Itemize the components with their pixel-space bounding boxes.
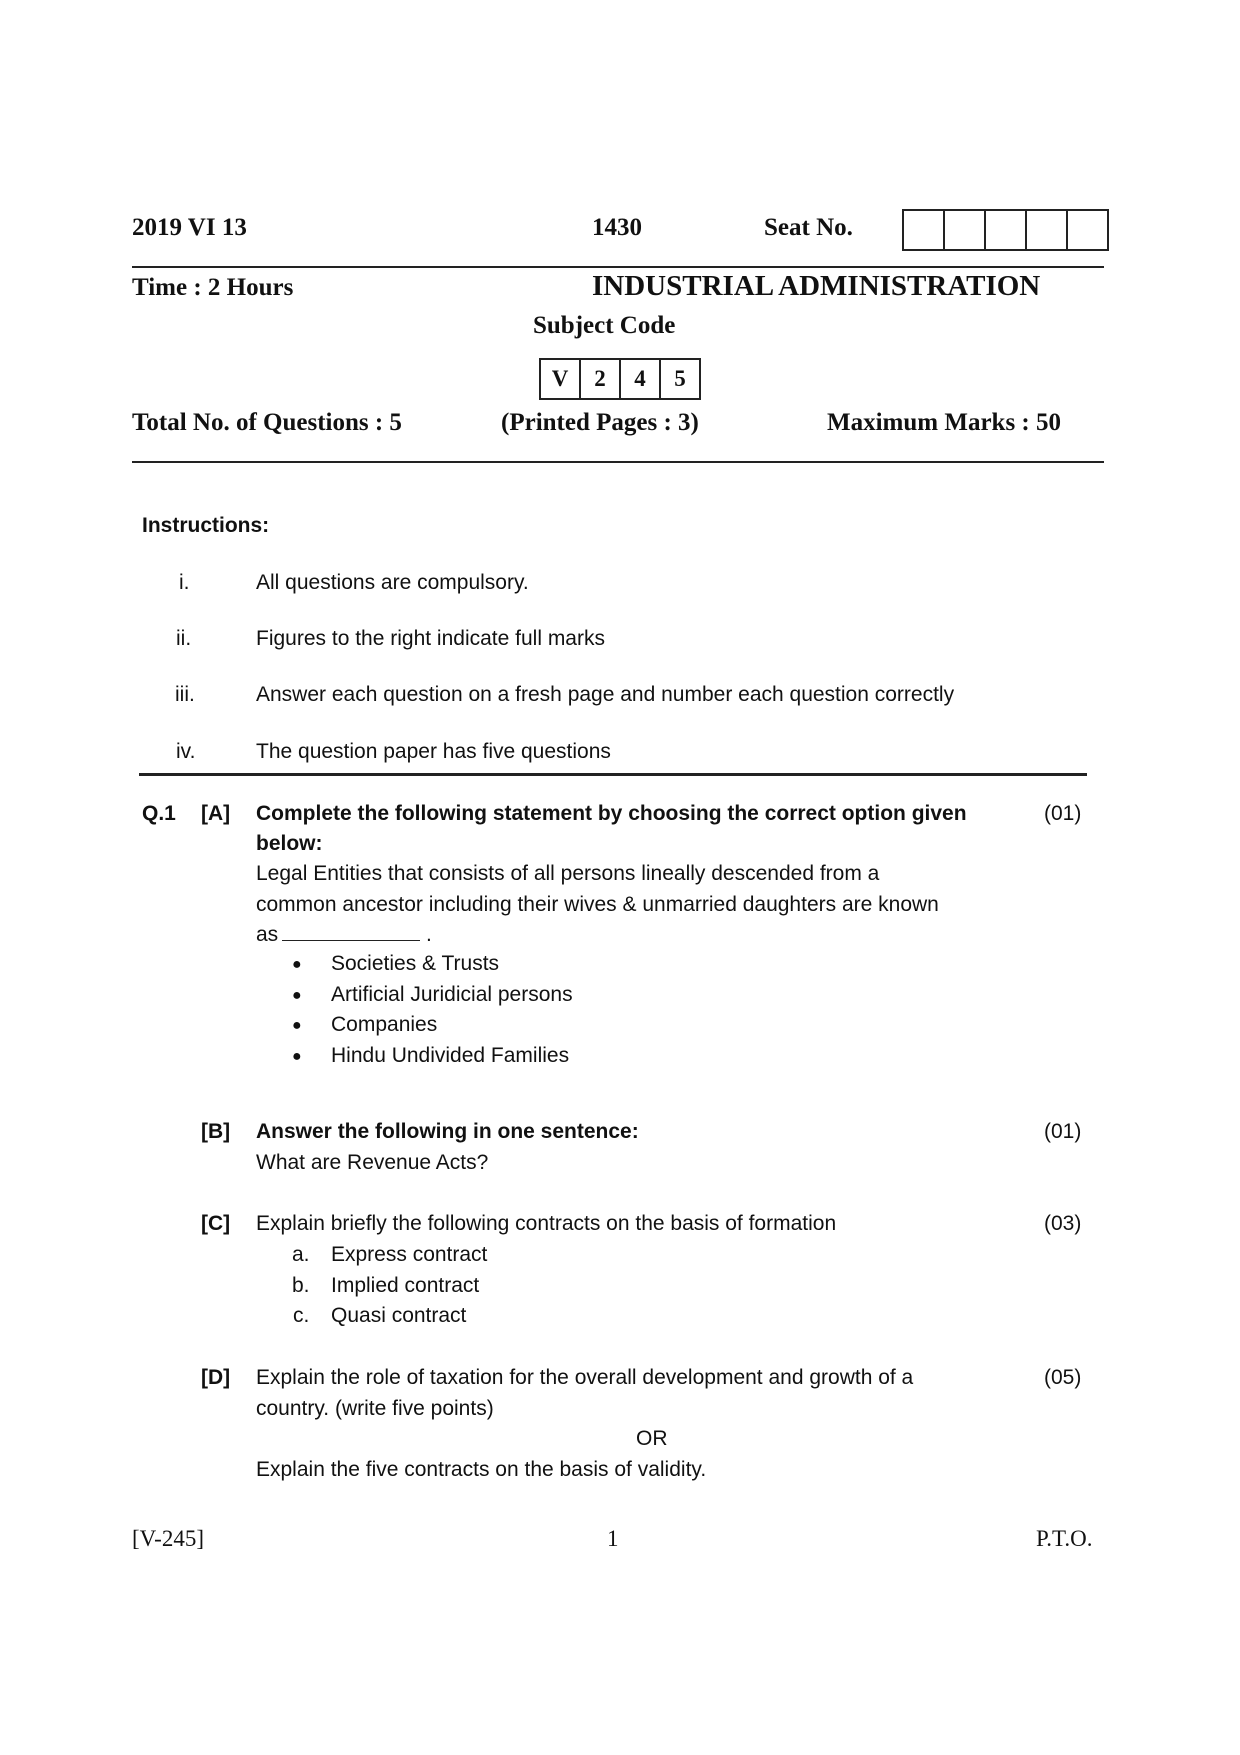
bullet-icon: ● [292, 956, 302, 973]
q1d-alternative: Explain the five contracts on the basis of validity. [256, 1458, 707, 1481]
item-text: Express contract [331, 1243, 488, 1266]
subject-code-char: 4 [621, 360, 661, 398]
printed-pages: (Printed Pages : 3) [501, 409, 699, 436]
subject-title: INDUSTRIAL ADMINISTRATION [592, 270, 1041, 302]
instruction-number: ii. [176, 627, 192, 650]
instruction-number: iv. [176, 740, 196, 763]
q1a-body-prefix: as [256, 923, 279, 946]
item-letter: b. [292, 1274, 310, 1297]
bullet-icon: ● [292, 1017, 302, 1034]
please-turn-over: P.T.O. [1036, 1526, 1093, 1551]
instruction-text: The question paper has five questions [256, 740, 611, 763]
seat-number-cell[interactable] [945, 211, 986, 249]
maximum-marks: Maximum Marks : 50 [827, 409, 1061, 436]
q1a-body-line3 [256, 923, 432, 947]
q1b-question: What are Revenue Acts? [256, 1151, 489, 1174]
paper-number: 1430 [592, 214, 642, 241]
item-letter: a. [292, 1243, 310, 1266]
instructions-title: Instructions: [142, 514, 270, 537]
q1a-body-suffix: . [426, 923, 432, 946]
subquestion-label: [D] [201, 1366, 231, 1389]
total-questions: Total No. of Questions : 5 [132, 409, 402, 436]
subject-code-char: 5 [674, 366, 686, 391]
item-text: Implied contract [331, 1274, 480, 1297]
paper-date-code: 2019 VI 13 [132, 214, 247, 241]
subquestion-label: [B] [201, 1120, 231, 1143]
page-number: 1 [607, 1526, 619, 1551]
question-number: Q.1 [142, 802, 176, 825]
item-text: Quasi contract [331, 1304, 467, 1327]
seat-number-cell[interactable] [1027, 211, 1068, 249]
bullet-icon: ● [292, 987, 302, 1004]
instructions-divider [139, 773, 1087, 776]
seat-number-label: Seat No. [764, 214, 853, 241]
q1d-line2: country. (write five points) [256, 1397, 494, 1420]
q1a-heading-line1: Complete the following statement by choosing the correct option given [256, 802, 967, 825]
q1a-body-line1: Legal Entities that consists of all persons lineally descended from a [256, 862, 880, 885]
subquestion-label: [A] [201, 802, 231, 825]
subject-code-label: Subject Code [533, 312, 676, 339]
subject-code-char: V [541, 360, 581, 398]
header-divider [132, 266, 1104, 268]
or-separator: OR [636, 1427, 668, 1450]
footer-paper-code: [V-245] [132, 1526, 204, 1551]
fill-in-blank [282, 924, 420, 941]
header-bottom-divider [132, 461, 1104, 463]
instruction-number: i. [179, 571, 190, 594]
option-text: Companies [331, 1013, 438, 1036]
instruction-text: Answer each question on a fresh page and number each question correctly [256, 683, 955, 706]
option-text: Hindu Undivided Families [331, 1044, 570, 1067]
q1c-heading: Explain briefly the following contracts on the basis of formation [256, 1212, 837, 1235]
q1a-marks: (01) [1044, 802, 1082, 825]
q1c-marks: (03) [1044, 1212, 1082, 1235]
seat-number-boxes[interactable] [902, 209, 1109, 251]
bullet-icon: ● [292, 1048, 302, 1065]
seat-number-cell[interactable] [986, 211, 1027, 249]
item-letter: c. [293, 1304, 310, 1327]
instruction-number: iii. [175, 683, 195, 706]
seat-number-cell[interactable] [1068, 211, 1107, 249]
time-allowed: Time : 2 Hours [132, 274, 294, 301]
q1d-marks: (05) [1044, 1366, 1082, 1389]
option-text: Societies & Trusts [331, 952, 500, 975]
seat-number-cell[interactable] [904, 211, 945, 249]
q1a-heading-line2: below: [256, 832, 323, 855]
instruction-text: Figures to the right indicate full marks [256, 627, 605, 650]
q1d-line1: Explain the role of taxation for the overall development and growth of a [256, 1366, 914, 1389]
subject-code-char: 2 [581, 360, 621, 398]
q1a-body-line2: common ancestor including their wives & unmarried daughters are known [256, 893, 939, 916]
option-text: Artificial Juridicial persons [331, 983, 573, 1006]
instruction-text: All questions are compulsory. [256, 571, 529, 594]
subquestion-label: [C] [201, 1212, 231, 1235]
q1b-heading: Answer the following in one sentence: [256, 1120, 639, 1143]
subject-code-boxes [539, 358, 701, 400]
q1b-marks: (01) [1044, 1120, 1082, 1143]
